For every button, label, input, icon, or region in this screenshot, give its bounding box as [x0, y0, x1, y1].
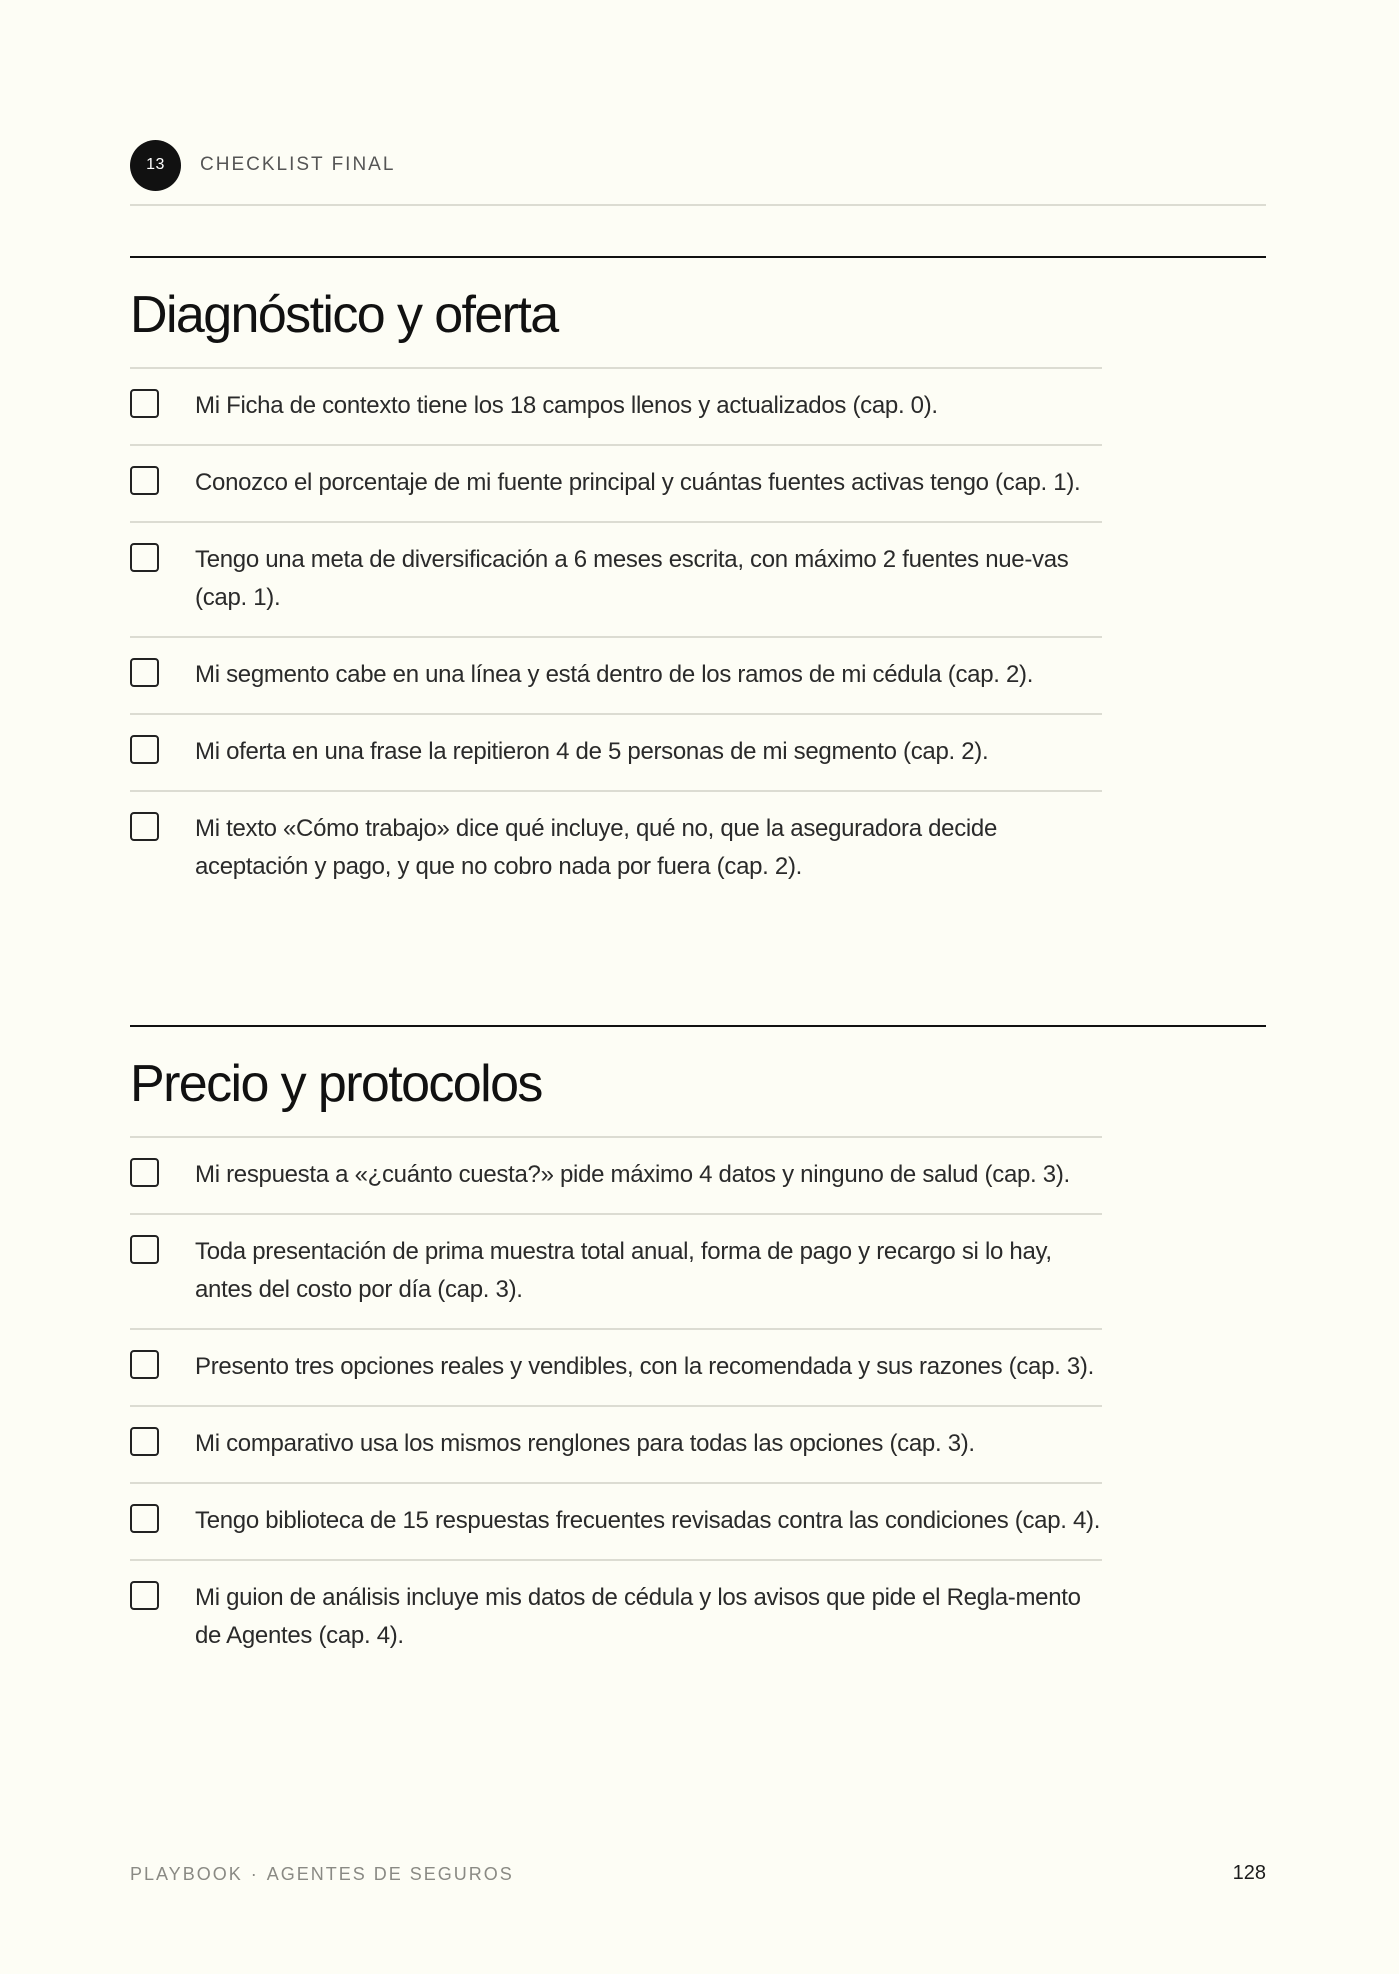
checkbox[interactable]	[130, 658, 159, 687]
checklist	[130, 1136, 1102, 1674]
header-divider	[130, 204, 1266, 206]
checkbox[interactable]	[130, 735, 159, 764]
checklist-item-text: Mi oferta en una frase la repitieron 4 de 5 personas de mi segmento (cap. 2).	[195, 738, 989, 766]
checklist-item-text: Presento tres opciones reales y vendibles, con la recomendada y sus razones (cap. 3).	[195, 1353, 1094, 1381]
footer-subtitle: AGENTES DE SEGUROS	[266, 1864, 514, 1884]
checklist-item	[130, 523, 1102, 638]
checklist-item-text: Mi guion de análisis incluye mis datos de cédula y los avisos que pide el Regla-mento de Agentes (cap. 4).	[195, 1584, 1081, 1650]
section-title: Diagnóstico y oferta	[130, 286, 558, 344]
footer-separator: ·	[250, 1864, 259, 1884]
checklist-item-text: Conozco el porcentaje de mi fuente principal y cuántas fuentes activas tengo (cap. 1).	[195, 469, 1081, 497]
checklist-item-text: Mi respuesta a «¿cuánto cuesta?» pide máximo 4 datos y ninguno de salud (cap. 3).	[195, 1161, 1070, 1189]
checkbox[interactable]	[130, 466, 159, 495]
checkbox[interactable]	[130, 1427, 159, 1456]
checkbox[interactable]	[130, 1581, 159, 1610]
checklist-item	[130, 1561, 1102, 1674]
chapter-number-badge: 13	[130, 140, 181, 191]
section-divider	[130, 1025, 1266, 1027]
checkbox[interactable]	[130, 1504, 159, 1533]
checkbox[interactable]	[130, 812, 159, 841]
checkbox[interactable]	[130, 543, 159, 572]
checklist-item	[130, 792, 1102, 905]
checklist-item	[130, 1484, 1102, 1561]
section-diagnostico-y-oferta	[130, 256, 1266, 905]
checklist-item-text: Mi comparativo usa los mismos renglones para todas las opciones (cap. 3).	[195, 1430, 975, 1458]
checkbox[interactable]	[130, 1235, 159, 1264]
section-precio-y-protocolos	[130, 1025, 1266, 1674]
checkbox[interactable]	[130, 389, 159, 418]
checklist-item	[130, 1330, 1102, 1407]
checklist-item	[130, 369, 1102, 446]
chapter-label: CHECKLIST FINAL	[200, 154, 396, 175]
page-number: 128	[1232, 1862, 1266, 1884]
checklist-item	[130, 1138, 1102, 1215]
checkbox[interactable]	[130, 1350, 159, 1379]
footer-running-title	[130, 1864, 514, 1885]
checklist-item-text: Mi Ficha de contexto tiene los 18 campos llenos y actualizados (cap. 0).	[195, 392, 938, 420]
section-title: Precio y protocolos	[130, 1055, 542, 1113]
checklist	[130, 367, 1102, 905]
checklist-item	[130, 1215, 1102, 1330]
checklist-item	[130, 446, 1102, 523]
checklist-item-text: Toda presentación de prima muestra total anual, forma de pago y recargo si lo hay, antes del costo por día (cap. 3).	[195, 1238, 1052, 1304]
checkbox[interactable]	[130, 1158, 159, 1187]
checklist-item-text: Mi texto «Cómo trabajo» dice qué incluye, qué no, que la aseguradora decide aceptación y pago, y que no cobro nada por fuera (cap. 2).	[195, 815, 998, 881]
section-divider	[130, 256, 1266, 258]
checklist-item	[130, 1407, 1102, 1484]
checklist-item	[130, 715, 1102, 792]
checklist-item-text: Tengo biblioteca de 15 respuestas frecuentes revisadas contra las condiciones (cap. 4).	[195, 1507, 1101, 1535]
footer-book-title: PLAYBOOK	[130, 1864, 243, 1884]
checklist-item	[130, 638, 1102, 715]
checklist-item-text: Mi segmento cabe en una línea y está dentro de los ramos de mi cédula (cap. 2).	[195, 661, 1034, 689]
chapter-header	[130, 139, 395, 191]
checklist-item-text: Tengo una meta de diversificación a 6 meses escrita, con máximo 2 fuentes nue-vas (cap. 1).	[195, 546, 1069, 612]
